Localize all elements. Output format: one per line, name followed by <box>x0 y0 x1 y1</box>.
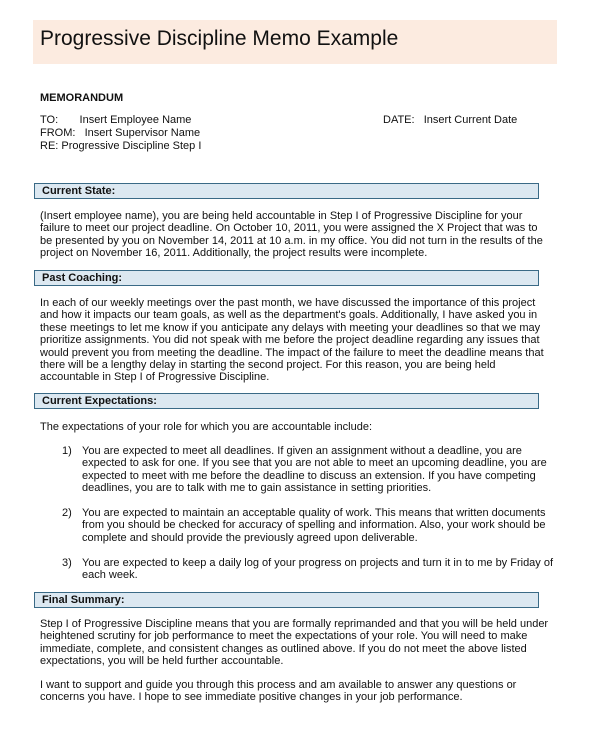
text-line: be presented by you on November 14, 2011 at 10 a.m. in my office. You did not turn in the results of the <box>40 234 543 247</box>
text-line: complete and should provide the previously agreed upon deliverable. <box>82 531 418 544</box>
section-header-past-coaching <box>34 270 539 286</box>
memo-from: FROM: Insert Supervisor Name <box>40 127 201 139</box>
text-line: failure to meet our project deadline. On October 10, 2011, you were assigned the X Project that was to <box>40 222 538 235</box>
text-line: You are expected to maintain an acceptable quality of work. This means that written documents <box>82 507 546 519</box>
list-number: 1) <box>62 445 72 457</box>
text-line: heightened scrutiny for job performance to meet the expectations of your role. You will need to make <box>40 630 528 643</box>
section-title: Current Expectations: <box>42 395 157 407</box>
text-line: expected to meet with me before the deadline to discuss an extension. If you have competing <box>82 469 536 482</box>
text-line: In each of our weekly meetings over the past month, we have discussed the importance of this project <box>40 297 536 309</box>
list-item <box>82 507 546 544</box>
memo-heading: MEMORANDUM <box>40 92 124 104</box>
text-line: immediate, complete, and consistent changes as outlined above. If you do not meet the above listed <box>40 642 527 655</box>
text-line: expected to ask for one. If you see that you are not able to meet an upcoming deadline, you are <box>82 457 547 470</box>
past-coaching-paragraph <box>40 297 544 384</box>
text-line: You are expected to meet all deadlines. If given an assignment without a deadline, you are <box>82 445 522 457</box>
text-line: and how it impacts our team goals, as well as the department's goals. Additionally, I have asked you in <box>40 309 538 322</box>
text-line: prioritize assignments. You did not speak with me before the project deadline regarding any issues that <box>40 334 540 347</box>
memo-date: DATE: Insert Current Date <box>383 114 518 126</box>
text-line: (Insert employee name), you are being held accountable in Step I of Progressive Discipline for your <box>40 210 523 222</box>
text-line: there will be a lengthy delay in starting the second project. For this reason, you are being held <box>40 359 496 372</box>
section-header-current-state <box>34 183 539 199</box>
text-line: concerns you have. I hope to see immediate positive changes in your job performance. <box>40 691 463 704</box>
list-item <box>82 445 547 495</box>
text-line: Step I of Progressive Discipline means that you are formally reprimanded and that you will be held under <box>40 618 549 630</box>
section-header-final-summary <box>34 592 539 608</box>
section-header-current-expectations <box>34 393 539 409</box>
expectations-intro: The expectations of your role for which you are accountable include: <box>40 421 373 433</box>
closing-paragraph <box>40 679 516 704</box>
memo-to: TO: Insert Employee Name <box>40 114 192 126</box>
text-line: project on November 16, 2011. Additionally, the project results were incomplete. <box>40 247 428 260</box>
section-title: Current State: <box>42 185 116 197</box>
section-title: Past Coaching: <box>42 272 123 284</box>
document-title: Progressive Discipline Memo Example <box>40 27 399 50</box>
text-line: You are expected to keep a daily log of your progress on projects and turn it in to me by Friday of <box>82 557 554 569</box>
final-summary-paragraph <box>40 618 548 668</box>
current-state-paragraph <box>40 210 543 260</box>
text-line: accountable in Step I of Progressive Discipline. <box>40 371 270 384</box>
section-title: Final Summary: <box>42 594 125 606</box>
text-line: each week. <box>82 569 138 582</box>
text-line: I want to support and guide you through this process and am available to answer any questions or <box>40 679 517 691</box>
text-line: from you should be checked for accuracy of spelling and information. Also, your work should be <box>82 519 546 532</box>
memo-re: RE: Progressive Discipline Step I <box>40 140 202 152</box>
text-line: expectations, you will be held further accountable. <box>40 655 284 668</box>
list-number: 2) <box>62 507 72 519</box>
text-line: these meetings to let me know if you anticipate any delays with meeting your deadlines so that we may <box>40 321 541 334</box>
list-item <box>82 557 553 582</box>
text-line: would prevent you from meeting the deadline. The impact of the failure to meet the deadline means that <box>40 346 544 359</box>
list-number: 3) <box>62 557 72 569</box>
text-line: deadlines, you are to talk with me to gain assistance in setting priorities. <box>82 482 432 495</box>
